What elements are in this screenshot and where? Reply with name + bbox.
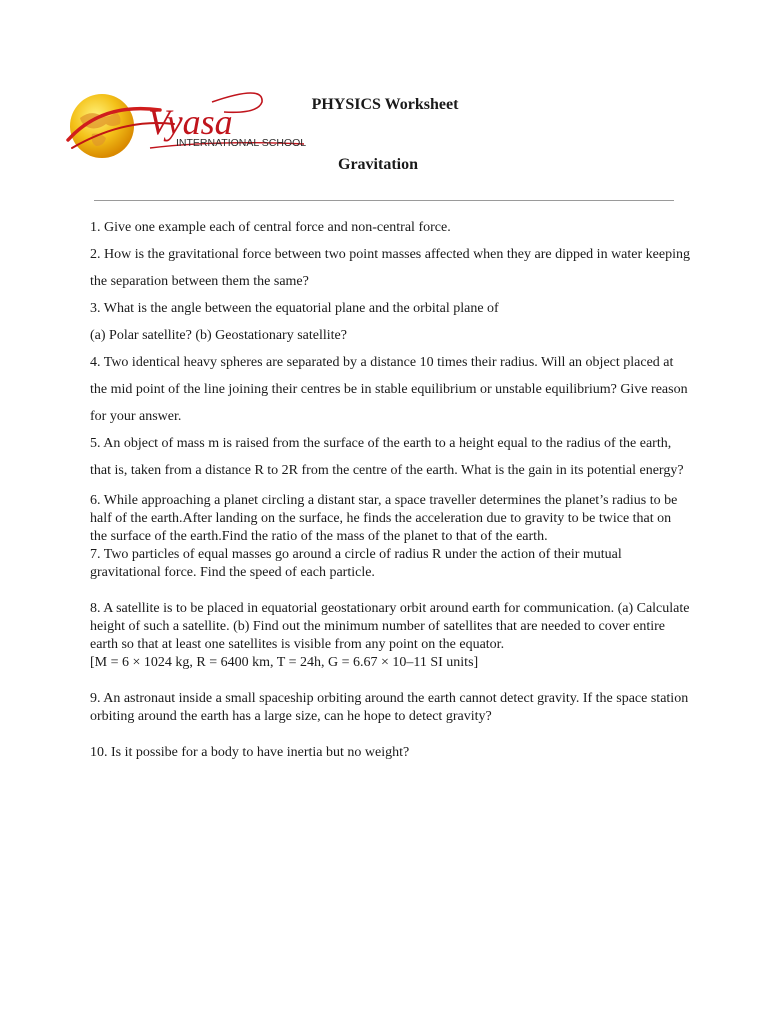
question-8: 8. A satellite is to be placed in equatorial geostationary orbit around earth for communication. (a) Calculate height of such a satellite. (b) Find out the minimum number of satellites that are needed to cover entire earth so that at least one satellites is visible from any point on the equator.	[90, 601, 690, 652]
question-list	[90, 214, 690, 762]
logo-tagline: INTERNATIONAL SCHOOL	[176, 137, 307, 149]
question-2: 2. How is the gravitational force between two point masses affected when they are dipped in water keeping the separation between them the same?	[90, 247, 690, 289]
question-3-options: (a) Polar satellite? (b) Geostationary satellite?	[90, 328, 347, 343]
question-3: 3. What is the angle between the equatorial plane and the orbital plane of	[90, 301, 499, 316]
question-4: 4. Two identical heavy spheres are separated by a distance 10 times their radius. Will an object placed at the mid point of the line joining their centres be in stable equilibrium or unstable equilibrium? Give reason for your answer.	[90, 355, 688, 424]
question-10: 10. Is it possibe for a body to have inertia but no weight?	[90, 745, 410, 760]
question-5: 5. An object of mass m is raised from the surface of the earth to a height equal to the radius of the earth, that is, taken from a distance R to 2R from the centre of the earth. What is the gain in its potential energy?	[90, 436, 684, 478]
logo-wordmark: Vyasa	[148, 102, 233, 142]
question-7: 7. Two particles of equal masses go around a circle of radius R under the action of their mutual gravitational force. Find the speed of each particle.	[90, 547, 622, 580]
question-8-constants: [M = 6 × 1024 kg, R = 6400 km, T = 24h, G = 6.67 × 10–11 SI units]	[90, 655, 479, 670]
question-6: 6. While approaching a planet circling a distant star, a space traveller determines the planet’s radius to be half of the earth.After landing on the surface, he finds the acceleration due to gravity to be twice that on the surface of the earth.Find the ratio of the mass of the planet to that of the earth.	[90, 493, 678, 544]
question-1: 1. Give one example each of central force and non-central force.	[90, 220, 451, 235]
page-subtitle: Gravitation	[338, 156, 418, 173]
vyasa-logo-graphic	[64, 88, 314, 168]
page-title: PHYSICS Worksheet	[311, 96, 459, 113]
header-divider	[94, 200, 674, 201]
question-9: 9. An astronaut inside a small spaceship orbiting around the earth cannot detect gravity. If the space station orbiting around the earth has a large size, can he hope to detect gravity?	[90, 691, 689, 724]
school-logo	[64, 88, 314, 168]
